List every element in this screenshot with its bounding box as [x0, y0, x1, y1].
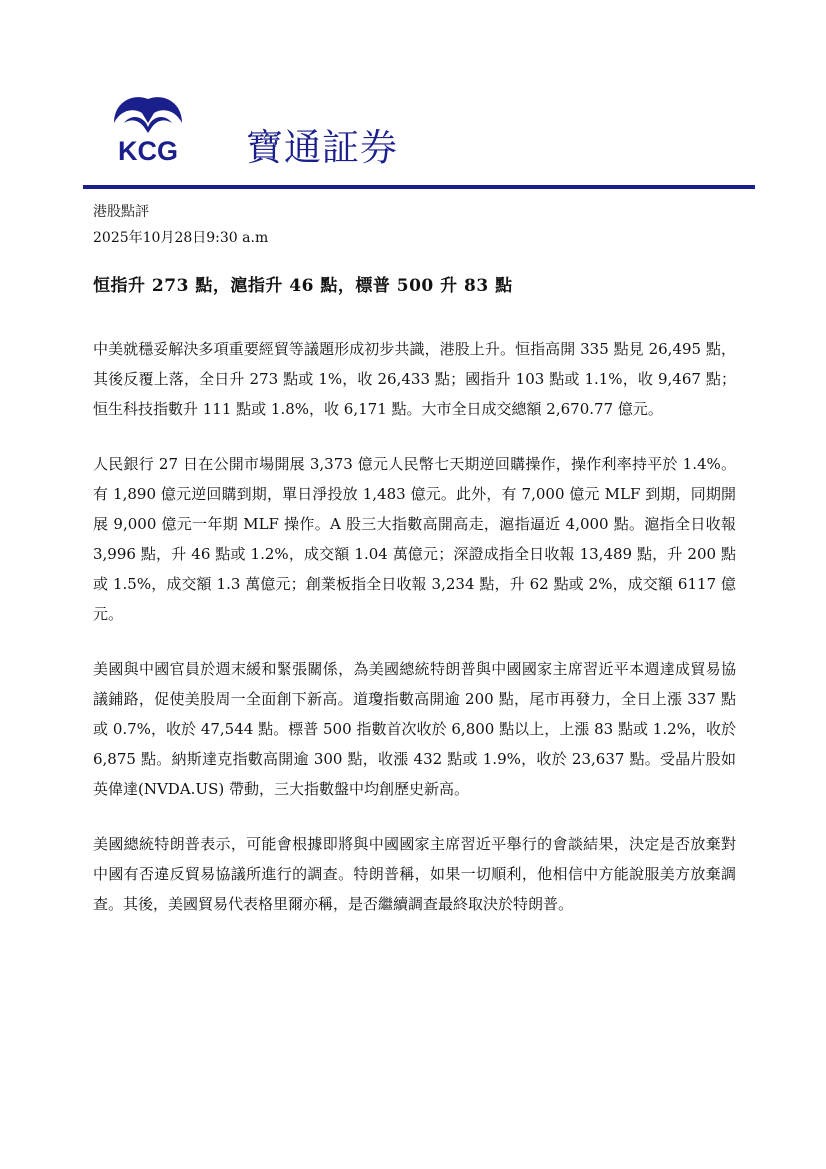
paragraph: 美國與中國官員於週末緩和緊張關係，為美國總統特朗普與中國國家主席習近平本週達成貿易協議鋪路，促使美股周一全面創下新高。道瓊指數高開逾 200 點，尾市再發力，全日上漲 337 點或 0.7%，收於 47,544 點。標普 500 指數首次收於 6,800 點以上，上漲 83 點或 1.2%，收於 6,875 點。納斯達克指數高開逾 300 點，收漲 432 點或 1.9%，收於 23,637 點。受晶片股如英偉達(NVDA.US) 帶動，三大指數盤中均創歷史新高。 [93, 660, 736, 798]
report-section: 港股點評 [93, 204, 149, 220]
paragraph: 美國總統特朗普表示，可能會根據即將與中國國家主席習近平舉行的會談結果，決定是否放棄對中國有否違反貿易協議所進行的調查。特朗普稱，如果一切順利，他相信中方能說服美方放棄調查。其後，美國貿易代表格里爾亦稱，是否繼續調查最終取決於特朗普。 [93, 835, 736, 913]
logo-text: KCG [118, 136, 178, 165]
kcg-logo-icon [108, 93, 188, 165]
header-divider [83, 185, 755, 189]
article-body [93, 334, 736, 944]
brand-name: 寶通証券 [246, 126, 398, 169]
report-datetime: 2025年10月28日9:30 a.m [93, 230, 269, 246]
paragraph: 中美就穩妥解決多項重要經貿等議題形成初步共識，港股上升。恒指高開 335 點見 26,495 點，其後反覆上落，全日升 273 點或 1%，收 26,433 點；國指升 103 點或 1.1%，收 9,467 點；恒生科技指數升 111 點或 1.8%，收 6,171 點。大市全日成交總額 2,670.77 億元。 [93, 340, 736, 418]
headline: 恒指升 273 點，滬指升 46 點，標普 500 升 83 點 [93, 276, 513, 296]
kcg-logo [108, 93, 188, 165]
report-meta [93, 199, 268, 251]
paragraph: 人民銀行 27 日在公開市場開展 3,373 億元人民幣七天期逆回購操作，操作利率持平於 1.4%。有 1,890 億元逆回購到期，單日淨投放 1,483 億元。此外，有 7,000 億元 MLF 到期，同期開展 9,000 億元一年期 MLF 操作。A 股三大指數高開高走，滬指逼近 4,000 點。滬指全日收報 3,996 點，升 46 點或 1.2%，成交額 1.04 萬億元；深證成指全日收報 13,489 點，升 200 點或 1.5%，成交額 1.3 萬億元；創業板指全日收報 3,234 點，升 62 點或 2%，成交額 6117 億元。 [93, 455, 736, 623]
